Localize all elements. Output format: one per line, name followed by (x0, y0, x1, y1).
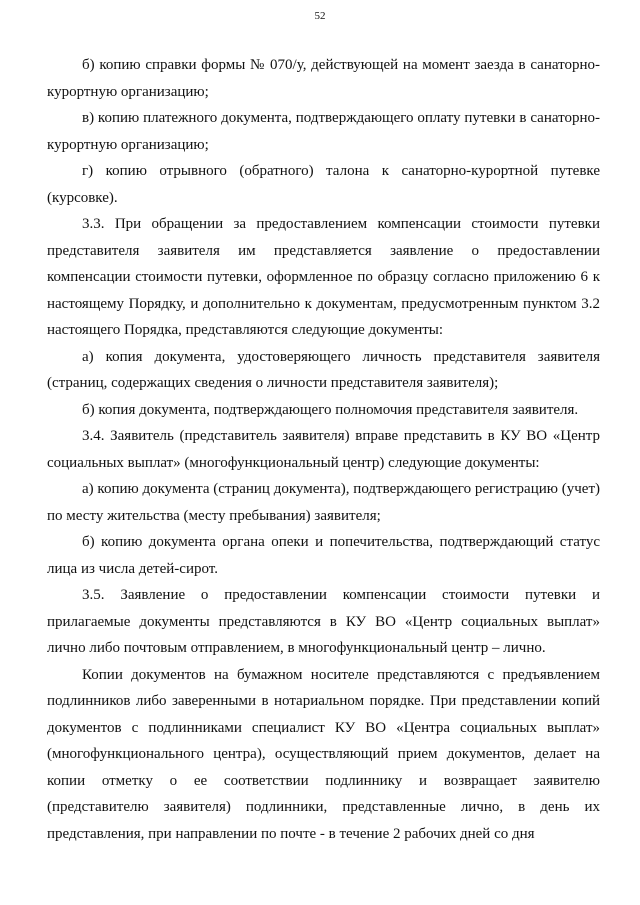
paragraph-section-3-3: 3.3. При обращении за предоставлением компенсации стоимости путевки представителя заявителя им представляется заявление о предоставлении компенсации стоимости путевки, оформленное по образцу согласно приложению 6 к настоящему Порядку, и дополнительно к документам, предусмотренным пунктом 3.2 настоящего Порядка, представляются следующие документы: (47, 216, 600, 338)
paragraph-item-a-registration: а) копию документа (страниц документа), подтверждающего регистрацию (учет) по месту жительства (месту пребывания) заявителя; (47, 481, 600, 524)
paragraph-item-g-coupon: г) копию отрывного (обратного) талона к санаторно-курортной путевке (курсовке). (47, 163, 600, 206)
paragraph-item-b-certificate: б) копию справки формы № 070/у, действующей на момент заезда в санаторно-курортную организацию; (47, 57, 600, 100)
paragraph-section-3-5: 3.5. Заявление о предоставлении компенсации стоимости путевки и прилагаемые документы представляются в КУ ВО «Центр социальных выплат» лично либо почтовым отправлением, в многофункциональный центр – лично. (47, 587, 600, 656)
paragraph-section-3-4: 3.4. Заявитель (представитель заявителя) вправе представить в КУ ВО «Центр социальных выплат» (многофункциональный центр) следующие документы: (47, 428, 600, 471)
paragraph-item-v-payment: в) копию платежного документа, подтверждающего оплату путевки в санаторно-курортную организацию; (47, 110, 600, 153)
paragraph-copies-procedure: Копии документов на бумажном носителе представляются с предъявлением подлинников либо заверенными в нотариальном порядке. При представлении копий документов с подлинниками специалист КУ ВО «Центра социальных выплат» (многофункционального центра), осуществляющий прием документов, делает на копии отметку о ее соответствии подлиннику и возвращает заявителю (представителю заявителя) подлинники, представленные лично, в день их представления, при направлении по почте - в течение 2 рабочих дней со дня (47, 666, 600, 842)
paragraph-item-b-authority: б) копия документа, подтверждающего полномочия представителя заявителя. (82, 401, 579, 418)
paragraph-item-a-identity: а) копия документа, удостоверяющего личность представителя заявителя (страниц, содержащих сведения о личности представителя заявителя); (47, 348, 600, 391)
document-body (47, 52, 600, 847)
page-number: 52 (314, 10, 326, 22)
paragraph-item-b-guardianship: б) копию документа органа опеки и попечительства, подтверждающий статус лица из числа детей-сирот. (47, 534, 600, 577)
